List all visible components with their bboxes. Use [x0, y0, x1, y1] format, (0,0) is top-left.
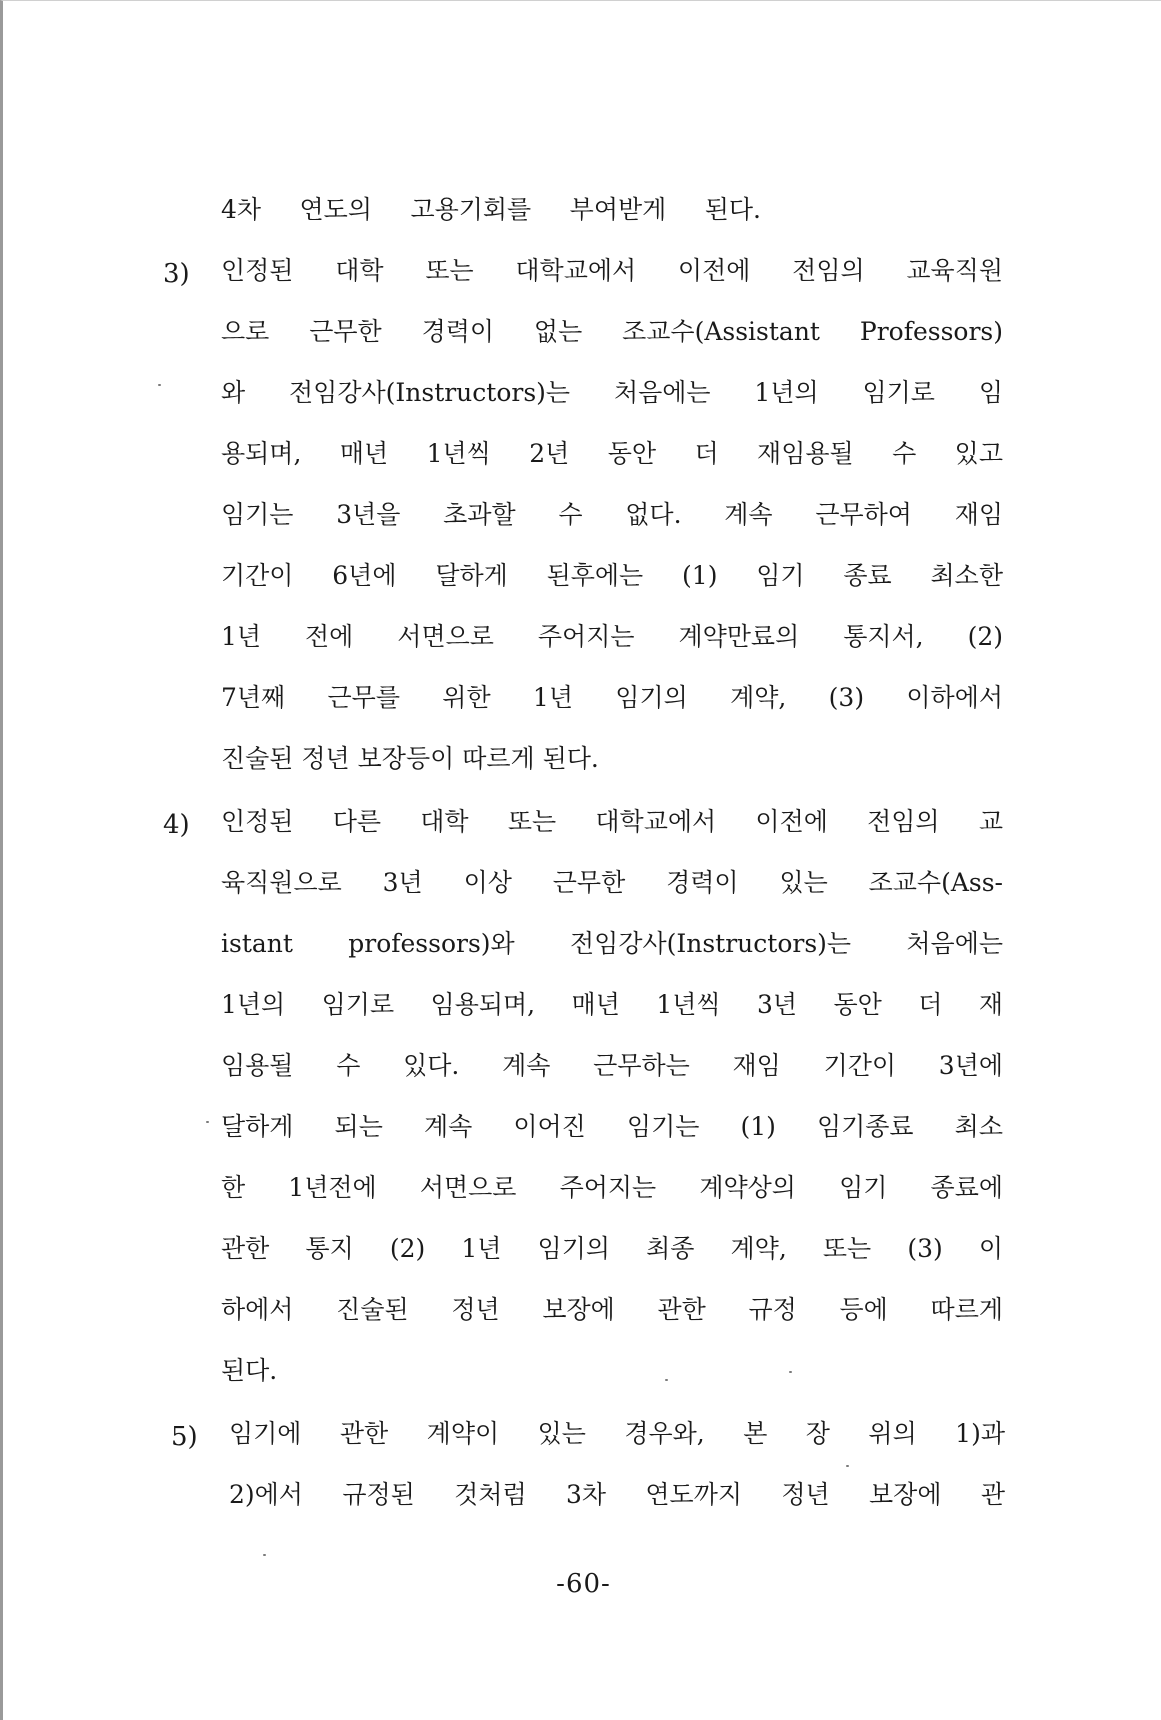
scan-speck: [789, 1371, 792, 1373]
scan-speck: [158, 384, 161, 386]
text-line: 2)에서 규정된 것처럼 3차 연도까지 정년 보장에 관: [229, 1480, 1005, 1509]
text-line: 달하게 되는 계속 이어진 임기는 (1) 임기종료 최소: [221, 1112, 1003, 1141]
scan-speck: [846, 1465, 849, 1467]
text-line: 인정된 대학 또는 대학교에서 이전에 전임의 교육직원: [221, 256, 1003, 285]
page-number: -60-: [556, 1569, 611, 1599]
text-line: 인정된 다른 대학 또는 대학교에서 이전에 전임의 교: [221, 807, 1003, 836]
text-line: istant professors)와 전임강사(Instructors)는 처음에는: [221, 929, 1003, 958]
item-number: 5): [171, 1422, 198, 1452]
text-line: 와 전임강사(Instructors)는 처음에는 1년의 임기로 임: [221, 378, 1003, 407]
text-line: 된다.: [221, 1356, 278, 1385]
text-line: 육직원으로 3년 이상 근무한 경력이 있는 조교수(Ass-: [221, 868, 1003, 897]
item-number: 3): [163, 259, 190, 289]
text-line: 으로 근무한 경력이 없는 조교수(Assistant Professors): [221, 317, 1003, 346]
text-line: 임기에 관한 계약이 있는 경우와, 본 장 위의 1)과: [229, 1419, 1005, 1448]
scan-speck: [263, 1554, 266, 1556]
text-line: 관한 통지 (2) 1년 임기의 최종 계약, 또는 (3) 이: [221, 1234, 1003, 1263]
text-line: 4차 연도의 고용기회를 부여받게 된다.: [221, 195, 761, 224]
text-line: 기간이 6년에 달하게 된후에는 (1) 임기 종료 최소한: [221, 561, 1003, 590]
text-line: 하에서 진술된 정년 보장에 관한 규정 등에 따르게: [221, 1295, 1003, 1324]
text-line: 임용될 수 있다. 계속 근무하는 재임 기간이 3년에: [221, 1051, 1003, 1080]
text-line: 임기는 3년을 초과할 수 없다. 계속 근무하여 재임: [221, 500, 1003, 529]
text-line: 1년의 임기로 임용되며, 매년 1년씩 3년 동안 더 재: [221, 990, 1003, 1019]
text-line: 진술된 정년 보장등이 따르게 된다.: [221, 744, 599, 773]
text-line: 한 1년전에 서면으로 주어지는 계약상의 임기 종료에: [221, 1173, 1003, 1202]
text-line: 용되며, 매년 1년씩 2년 동안 더 재임용될 수 있고: [221, 439, 1003, 468]
scan-speck: [665, 1379, 668, 1381]
text-line: 7년째 근무를 위한 1년 임기의 계약, (3) 이하에서: [221, 683, 1003, 712]
text-line: 1년 전에 서면으로 주어지는 계약만료의 통지서, (2): [221, 622, 1003, 651]
scan-speck: [206, 1121, 209, 1123]
item-number: 4): [163, 810, 190, 840]
